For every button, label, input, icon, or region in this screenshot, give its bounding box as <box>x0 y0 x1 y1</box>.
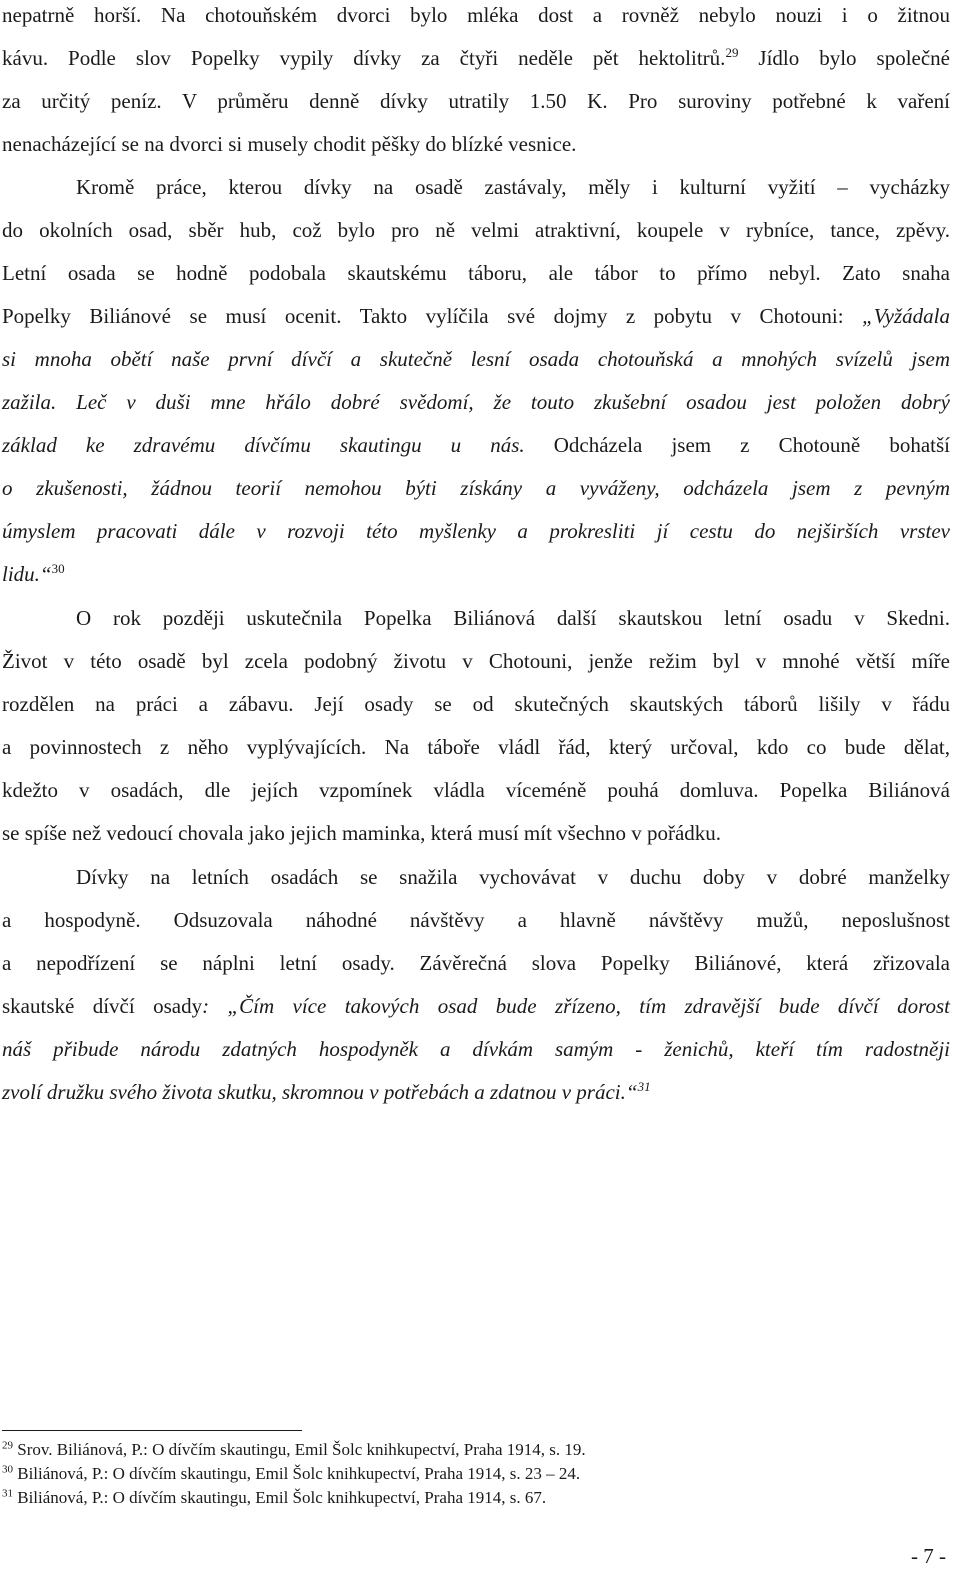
footnote: $^{31}$ Biliánová, P.: O dívčím skautingu, Emil Šolc knihkupectví, Praha 1914, s. 67. <box>2 1487 547 1507</box>
text-line: Letní osada se hodně podobala skautskému táboru, ale tábor to přímo nebyl. Zato snaha <box>2 261 950 285</box>
text-line: a povinnostech z něho vyplývajících. Na táboře vládl řád, který určoval, kdo co bude dělat, <box>2 735 950 759</box>
quote-line: zažila. Leč v duši mne hřálo dobré svědomí, že touto zkušební osadou jest položen dobrý <box>2 390 950 414</box>
text-line: Dívky na letních osadách se snažila vychovávat v duchu doby v dobré manželky <box>76 865 950 889</box>
quote-line: úmyslem pracovati dále v rozvoji této myšlenky a prokresliti jí cestu do nejširších vrstev <box>2 519 950 543</box>
quote-line: si mnoha obětí naše první dívčí a skutečně lesní osada chotouňská a mnohých svízelů jsem <box>2 347 950 371</box>
footnote: $^{29}$ Srov. Biliánová, P.: O dívčím skautingu, Emil Šolc knihkupectví, Praha 1914, s. 19. <box>2 1439 586 1459</box>
footnote: $^{30}$ Biliánová, P.: O dívčím skautingu, Emil Šolc knihkupectví, Praha 1914, s. 23 – 24. <box>2 1463 581 1483</box>
text-line: Život v této osadě byl zcela podobný životu v Chotouni, jenže režim byl v mnohé větší míře <box>2 649 950 673</box>
footnote-separator <box>2 1430 302 1431</box>
text-line: se spíše než vedoucí chovala jako jejich maminka, která musí mít všechno v pořádku. <box>2 821 722 845</box>
text-line: nenacházející se na dvorci si musely chodit pěšky do blízké vesnice. <box>2 132 577 156</box>
text-line: za určitý peníz. V průměru denně dívky utratily 1.50 K. Pro suroviny potřebné k vaření <box>2 89 950 113</box>
text-line: O rok později uskutečnila Popelka Biliánová další skautskou letní osadu v Skedni. <box>76 606 950 630</box>
quote-line: náš přibude národu zdatných hospodyněk a dívkám samým - ženichů, kteří tím radostněji <box>2 1037 950 1061</box>
text-line: do okolních osad, sběr hub, což bylo pro ně velmi atraktivní, koupele v rybníce, tance, zpěvy. <box>2 218 950 242</box>
text-line: kávu. Podle slov Popelky vypily dívky za čtyři neděle pět hektolitrů.$^{29}$ Jídlo bylo společné <box>2 45 950 70</box>
text-line: a nepodřízení se náplni letní osady. Závěrečná slova Popelky Biliánové, která zřizovala <box>2 951 950 975</box>
text-line: kdežto v osadách, dle jejích vzpomínek vládla víceméně pouhá domluva. Popelka Biliánová <box>2 778 950 802</box>
footnote-ref: 30 <box>51 561 65 576</box>
text-line: nepatrně horší. Na chotouňském dvorci bylo mléka dost a rovněž nebylo nouzi i o žitnou <box>2 3 950 27</box>
footnote-ref: 31 <box>637 1079 651 1094</box>
text-line: rozdělen na práci a zábavu. Její osady se od skutečných skautských táborů lišily v řádu <box>2 692 950 716</box>
footnote-ref: 29 <box>725 45 739 60</box>
page-number: - 7 - <box>911 1544 946 1568</box>
text-line: lidu.“$^{30}$ <box>2 561 65 586</box>
text-line: Kromě práce, kterou dívky na osadě zastávaly, měly i kulturní vyžití – vycházky <box>76 175 950 199</box>
quote-line: zvolí družku svého života skutku, skromnou v potřebách a zdatnou v práci.“$^{31}$ <box>2 1079 651 1104</box>
text-line: základ ke zdravému dívčímu skautingu u nás. Odcházela jsem z Chotouně bohatší <box>2 433 950 457</box>
quote-line: o zkušenosti, žádnou teorií nemohou býti získány a vyváženy, odcházela jsem z pevným <box>2 476 950 500</box>
text-line: skautské dívčí osady: „Čím více takových osad bude zřízeno, tím zdravější bude dívčí dorost <box>2 994 950 1018</box>
text-line: Popelky Biliánové se musí ocenit. Takto vylíčila své dojmy z pobytu v Chotouni: „Vyžádala <box>2 304 950 328</box>
text-line: a hospodyně. Odsuzovala náhodné návštěvy a hlavně návštěvy mužů, neposlušnost <box>2 908 950 932</box>
